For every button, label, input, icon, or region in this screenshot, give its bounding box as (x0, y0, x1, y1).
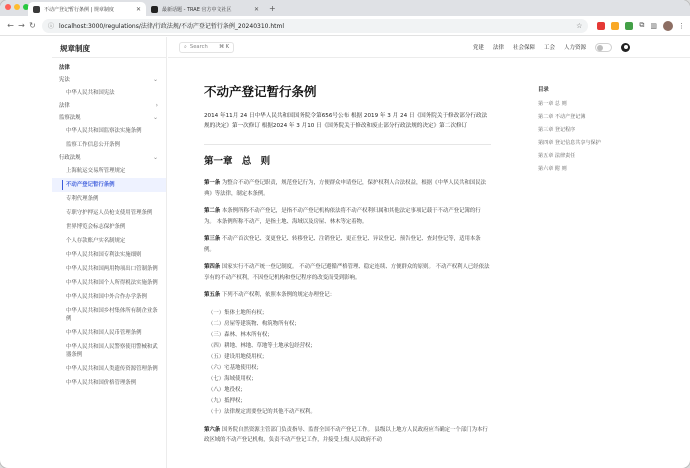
sidebar-item[interactable] (52, 362, 166, 376)
article (204, 234, 491, 255)
search-shortcut: ⌘ K (219, 44, 229, 50)
search-icon: ⌕ (184, 43, 187, 50)
sidebar-item-label: 专职守护押运人员枪支使用管理条例 (66, 210, 153, 216)
list-item: （五）建设用地使用权； (208, 353, 268, 360)
chevron-icon: ⌄ (152, 154, 158, 161)
sidebar (52, 37, 167, 468)
browser-tab[interactable] (146, 2, 264, 16)
sidebar-item[interactable] (52, 192, 166, 206)
list-item: （二）房屋等建筑物、构筑物所有权； (208, 320, 300, 327)
article (204, 206, 491, 227)
sidebar-item-label: 行政法规 (59, 155, 81, 161)
article-text: 国务院自然资源主管部门负责指导、监督全国不动产登记工作。 县级以上地方人民政府应当确定一个部门为本行政区域的不动产登记机构，负责不动产登记工作，并接受上级人民政府不动 (204, 426, 488, 443)
toc-item[interactable]: 第六章 附 则 (538, 166, 567, 172)
close-tab-icon[interactable]: ✕ (135, 5, 141, 13)
sidebar-group[interactable] (52, 62, 166, 74)
extension-icon[interactable] (597, 22, 605, 30)
extension-icon[interactable] (611, 22, 619, 30)
browser-menu-icon[interactable]: ⋮ (678, 21, 685, 30)
sidebar-title: 规章制度 (52, 37, 166, 58)
list-item: （八）地役权； (208, 386, 246, 393)
rights-list (204, 308, 491, 418)
theme-toggle[interactable] (595, 43, 612, 52)
article-text: 国家实行不动产统一登记制度。 不动产登记遵循严格管理、稳定连续、方便群众的原则。 不动产权利人已经依法享有的不动产权利，不因登记机构和登记程序的改变而受到影响。 (204, 264, 490, 281)
profile-avatar[interactable] (663, 21, 673, 31)
list-item: （七）海域使用权； (208, 375, 257, 382)
sidebar-item-label: 中华人民共和国个人所得税法实施条例 (66, 280, 158, 286)
toc-list (538, 98, 638, 176)
sidebar-item[interactable] (52, 164, 166, 178)
extension-icon[interactable] (625, 22, 633, 30)
article-text: 为整合不动产登记职责，规范登记行为，方便群众申请登记，保护权利人合法权益，根据《中华人民共和国民法典》等法律，制定本条例。 (204, 180, 487, 197)
sidebar-group[interactable] (52, 152, 166, 164)
sidebar-item-label: 中华人民共和国人民警察使用警械和武器条例 (66, 344, 158, 358)
document-meta: 2014 年11月 24 日中华人民共和国国务院令第656号公布 根据 2019 年 3 月 24 日《国务院关于修改部分行政法规的决定》第一次修订 根据2024 年 3 月10 日《国务院关于修改和废止部分行政法规的决定》第二次修订 (204, 113, 488, 129)
sidebar-item-label: 中华人民共和国价格管理条例 (66, 380, 137, 386)
chapter-heading: 第一章 总 则 (204, 156, 271, 167)
list-item: （三）森林、林木所有权； (208, 331, 273, 338)
toc-item[interactable]: 第三章 登记程序 (538, 127, 576, 133)
sidebar-item[interactable] (52, 234, 166, 248)
list-item: （九）抵押权； (208, 397, 246, 404)
nav-link[interactable]: 人力资源 (563, 45, 586, 51)
document-content (204, 82, 491, 453)
chevron-icon: ⌄ (152, 76, 158, 83)
sidebar-item[interactable] (52, 290, 166, 304)
favicon-icon (151, 6, 158, 13)
new-tab-button[interactable]: + (269, 4, 276, 13)
article-number: 第五条 (204, 292, 221, 298)
sidebar-item-label: 中华人民共和国专利法实施细则 (66, 252, 142, 258)
sidebar-item[interactable] (52, 326, 166, 340)
sidebar-item-label: 法律 (59, 103, 70, 109)
nav-link[interactable]: 社会保障 (512, 45, 535, 51)
article-text: 不动产首次登记、变更登记、转移登记、注销登记、更正登记、异议登记、预告登记、查封登记等，适用本条例。 (204, 236, 481, 253)
minimize-window-button[interactable] (14, 4, 20, 10)
sidebar-item-label: 监察工作信息公开条例 (66, 142, 120, 148)
page-title: 不动产登记暂行条例 (204, 84, 317, 99)
close-window-button[interactable] (5, 4, 11, 10)
address-bar[interactable] (42, 19, 588, 33)
reload-icon[interactable]: ↻ (29, 21, 36, 30)
url-text[interactable]: localhost:3000/regulations/法律/行政法规/不动产登记暂行条例_20240310.html (59, 23, 285, 30)
sidebar-item-label: 中华人民共和国人类遗传资源管理条例 (66, 366, 158, 372)
sidebar-item[interactable] (52, 262, 166, 276)
search-input[interactable] (179, 42, 234, 53)
sidebar-group[interactable] (52, 112, 166, 124)
sidebar-item[interactable] (52, 304, 166, 326)
favicon-icon (33, 6, 40, 13)
article-number: 第六条 (204, 426, 221, 433)
sidebar-item[interactable] (52, 178, 166, 192)
search-placeholder: Search (189, 44, 208, 50)
sidebar-item-label: 中华人民共和国中外合作办学条例 (66, 294, 147, 300)
sidebar-item-label: 专利代理条例 (66, 196, 99, 202)
toc-title: 目录 (538, 87, 549, 93)
sidebar-group[interactable] (52, 74, 166, 86)
sidebar-item[interactable] (52, 248, 166, 262)
sidebar-group[interactable] (52, 100, 166, 112)
nav-link[interactable]: 工会 (543, 45, 555, 51)
sidebar-item[interactable] (52, 376, 166, 390)
divider (204, 144, 491, 145)
browser-toolbar (0, 16, 690, 36)
article-number: 第四条 (204, 264, 221, 270)
tab-title: 不动产登记暂行条例 | 规章制度 (44, 6, 114, 13)
sidebar-item-label: 个人存款账户实名制规定 (66, 238, 126, 244)
sidebar-item-label: 中华人民共和国两用物项出口管制条例 (66, 266, 158, 272)
sidebar-item[interactable] (52, 340, 166, 362)
sidebar-item-label: 中华人民共和国宪法 (66, 90, 115, 96)
sidebar-item-label: 世界博览会标志保护条例 (66, 224, 126, 230)
back-icon[interactable]: ← (7, 21, 14, 30)
sidebar-item-label: 不动产登记暂行条例 (66, 182, 115, 188)
article (204, 262, 491, 283)
article-number: 第一条 (204, 180, 221, 186)
sidebar-item-label: 法律 (59, 65, 70, 71)
list-item: （一）集体土地所有权； (208, 309, 268, 316)
list-item: （六）宅基地使用权； (208, 364, 262, 371)
toc-item[interactable]: 第二章 不动产登记簿 (538, 114, 586, 120)
app-root (0, 37, 690, 468)
sidebar-item[interactable] (52, 220, 166, 234)
chevron-icon: › (155, 102, 158, 109)
sidebar-item-label: 中华人民共和国人民币管理条例 (66, 330, 142, 336)
article-number: 第二条 (204, 208, 221, 214)
bookmark-star-icon[interactable]: ☆ (576, 21, 583, 30)
toc-item[interactable]: 第五章 法律责任 (538, 153, 576, 159)
top-nav (168, 37, 690, 58)
close-tab-icon[interactable]: ✕ (253, 5, 259, 13)
sidebar-nav (52, 58, 166, 390)
sidebar-item-label: 宪法 (59, 77, 70, 83)
tab-strip (0, 0, 690, 16)
browser-tab[interactable] (28, 2, 146, 16)
sidebar-item-label: 上海航运交易所管理规定 (66, 168, 126, 174)
toc-item[interactable]: 第一章 总 则 (538, 101, 567, 107)
nav-links (473, 43, 586, 51)
sidebar-item-label: 监察法规 (59, 115, 81, 121)
site-info-icon[interactable]: ⓘ (48, 23, 55, 30)
article-text: 本条例所称不动产登记，是指不动产登记机构依法将不动产权利归属和其他法定事项记载于不动产登记簿的行为。 本条例所称不动产，是指土地、海域以及房屋、林木等定着物。 (204, 208, 481, 225)
article-text: 下列不动产权利，依照本条例的规定办理登记： (220, 292, 336, 298)
articles (204, 178, 491, 301)
sidebar-item[interactable] (52, 124, 166, 138)
list-item: （十）法律规定需要登记的其他不动产权利。 (208, 408, 316, 415)
sidebar-item[interactable] (52, 86, 166, 100)
sidebar-item[interactable] (52, 276, 166, 290)
sidebar-item-label: 中华人民共和国乡村集体所有制企业条例 (66, 308, 158, 322)
toc-item[interactable]: 第四章 登记信息共享与保护 (538, 140, 601, 146)
nav-link[interactable]: 法律 (492, 45, 504, 51)
sidebar-item-label: 中华人民共和国监察法实施条例 (66, 128, 142, 134)
article (204, 425, 491, 446)
chevron-icon: ⌄ (152, 114, 158, 121)
tab-title: 最新话题 - TRAE 官方中文社区 (162, 6, 232, 13)
sidebar-item[interactable] (52, 206, 166, 220)
forward-icon[interactable]: → (18, 21, 25, 30)
sidebar-item[interactable] (52, 138, 166, 152)
sidebar-panel-icon[interactable]: ▥ (650, 21, 657, 30)
table-of-contents (538, 85, 638, 176)
github-icon[interactable] (621, 43, 630, 52)
list-item: （四）耕地、林地、草地等土地承包经营权； (208, 342, 316, 349)
window-controls (5, 4, 29, 10)
article-number: 第三条 (204, 236, 221, 242)
extensions-puzzle-icon[interactable]: ⧉ (639, 21, 645, 29)
article (204, 178, 491, 199)
nav-link[interactable]: 党建 (472, 45, 484, 51)
browser-tabs (28, 2, 264, 16)
article (204, 290, 491, 301)
